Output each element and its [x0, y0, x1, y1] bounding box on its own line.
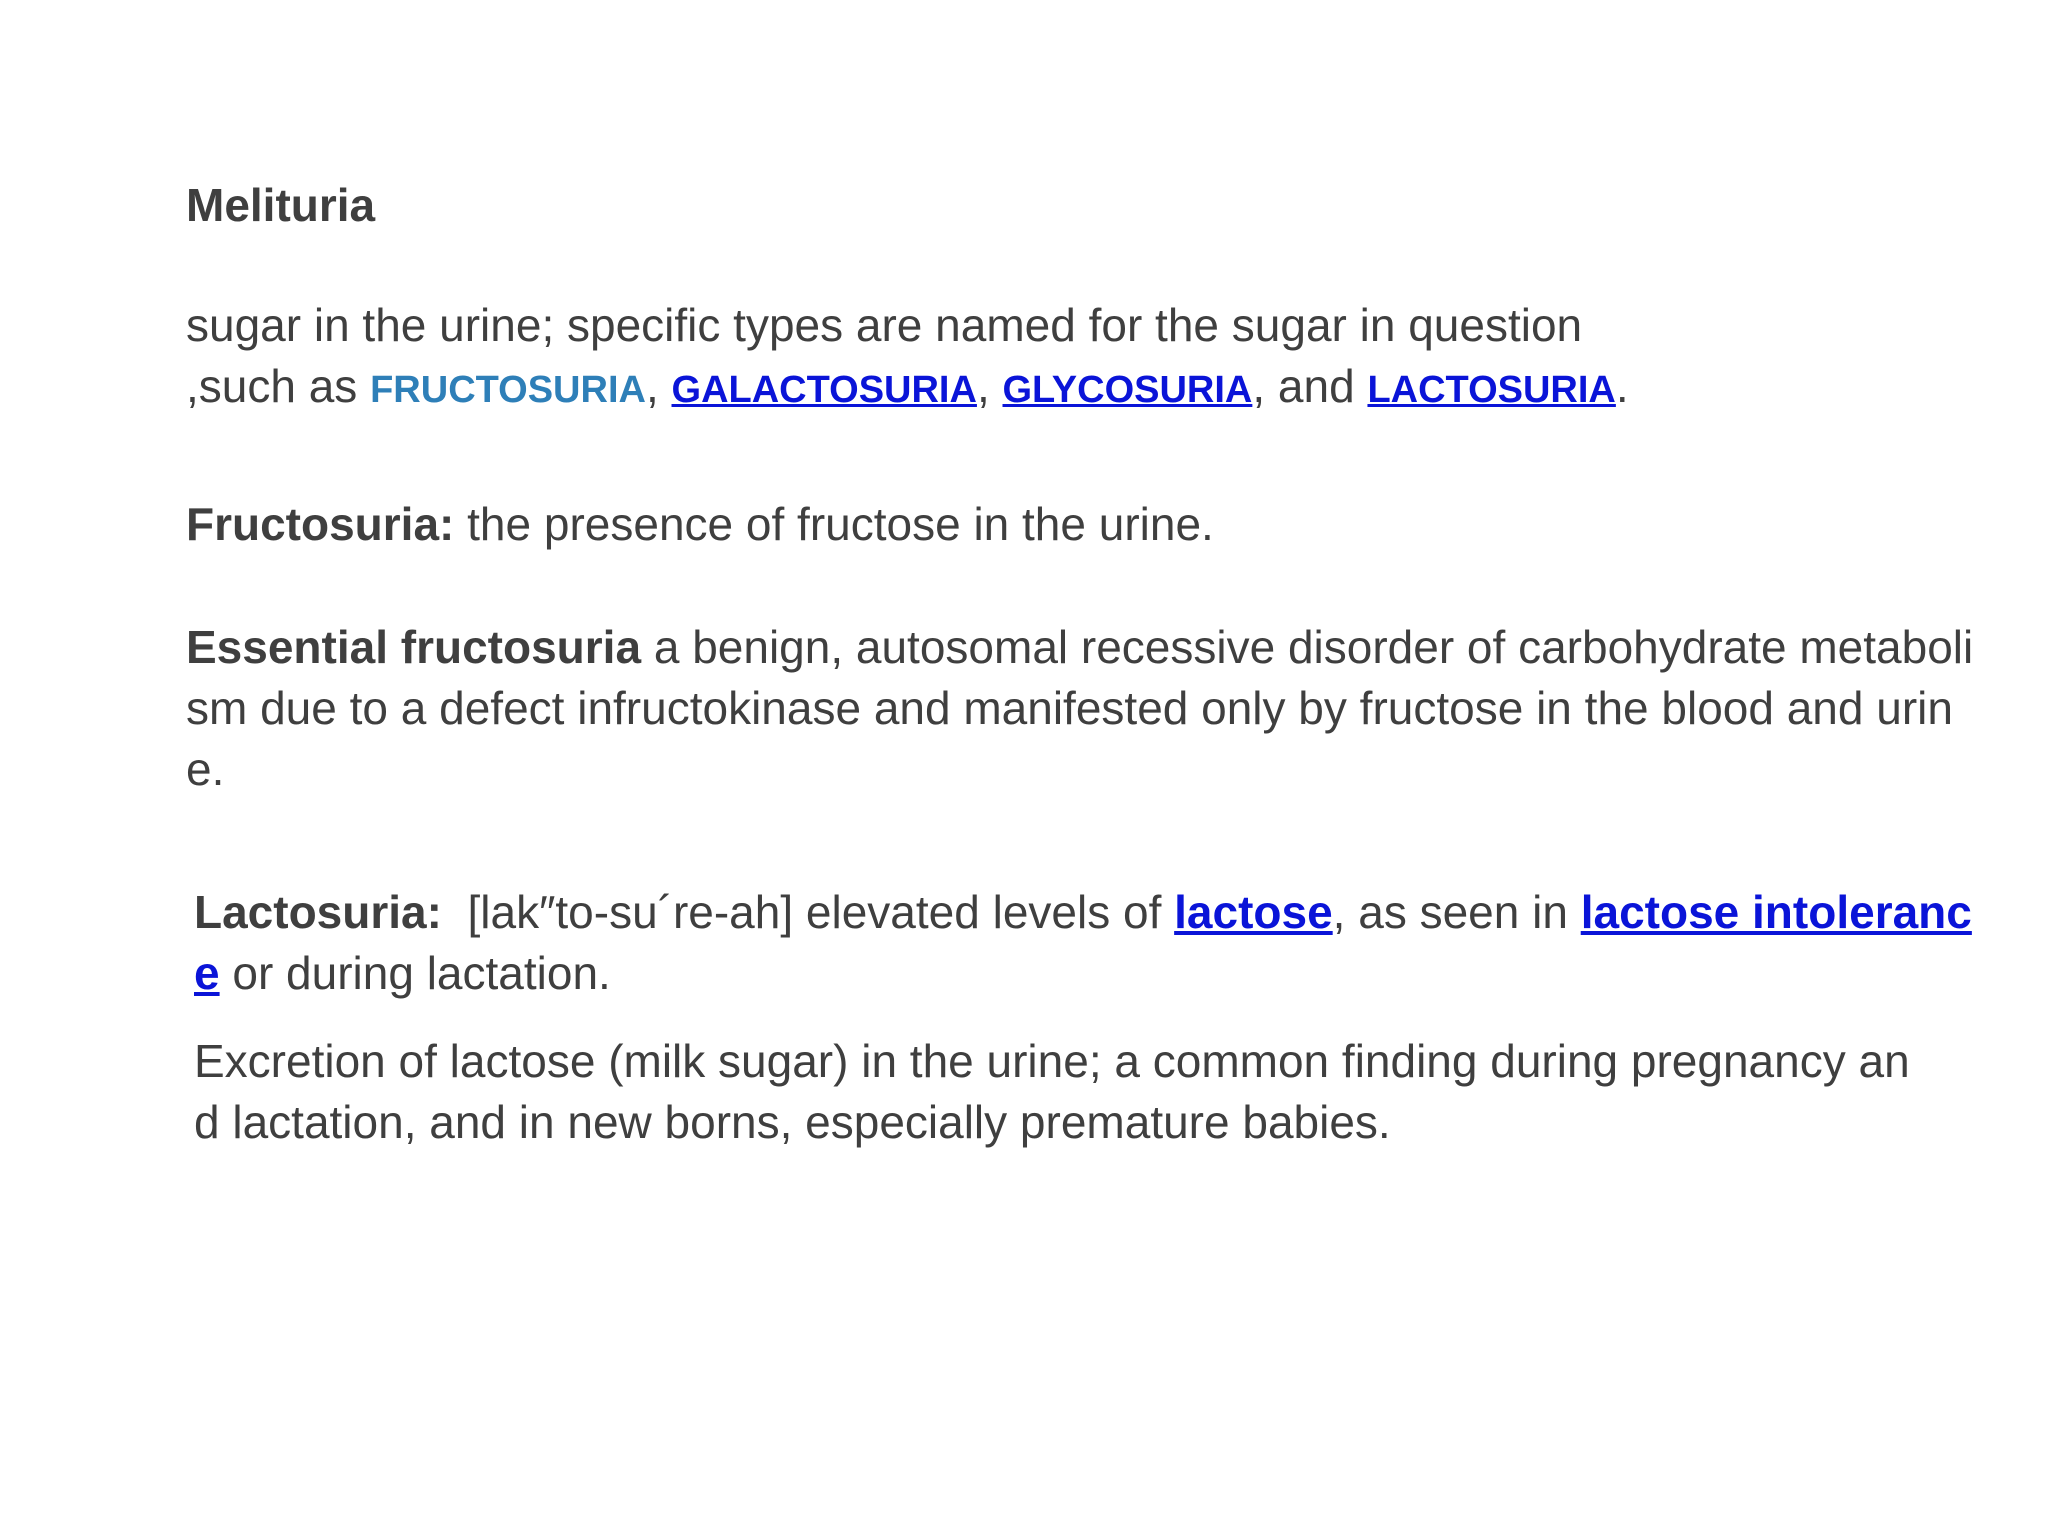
lactosuria-mid: , as seen in: [1332, 886, 1581, 938]
lactosuria-term: Lactosuria:: [194, 886, 442, 938]
fructosuria-link[interactable]: FRUCTOSURIA: [370, 369, 646, 411]
glycosuria-link[interactable]: GLYCOSURIA: [1002, 369, 1253, 411]
period: .: [1615, 360, 1629, 412]
separator: ,: [645, 360, 672, 412]
lactose-link[interactable]: lactose: [1174, 886, 1333, 938]
page-title: Melituria: [186, 179, 376, 231]
essential-fructosuria-text: a benign, autosomal recessive disorder of carbohydrate metabolism due to a defect infructokinase and manifested only by fructose in the blood and urine.: [186, 621, 1974, 795]
melituria-line1: sugar in the urine; specific types are named for the sugar in question: [186, 299, 1583, 351]
galactosuria-link[interactable]: GALACTOSURIA: [671, 369, 977, 411]
essential-fructosuria-definition: [186, 617, 1976, 800]
separator: ,: [976, 360, 1003, 412]
lactose-intolerance-link[interactable]: lactose intolerance: [194, 886, 1972, 999]
separator: , and: [1252, 360, 1368, 412]
melituria-definition: [186, 295, 1986, 421]
lactosuria-link[interactable]: LACTOSURIA: [1367, 369, 1616, 411]
lactosuria-pronunciation: [lak″to-su´re-ah] elevated levels of: [441, 886, 1175, 938]
melituria-line2-start: ,such as: [186, 360, 371, 412]
lactosuria-excretion-text: Excretion of lactose (milk sugar) in the urine; a common finding during pregnancy and lactation, and in new borns, especially premature babies.: [194, 1035, 1910, 1148]
lactosuria-definition: [194, 882, 1984, 1004]
fructosuria-definition: [186, 494, 1976, 555]
fructosuria-term: Fructosuria:: [186, 498, 455, 550]
essential-fructosuria-term: Essential fructosuria: [186, 621, 642, 673]
lactosuria-end: or during lactation.: [219, 947, 611, 999]
fructosuria-text: the presence of fructose in the urine.: [454, 498, 1214, 550]
